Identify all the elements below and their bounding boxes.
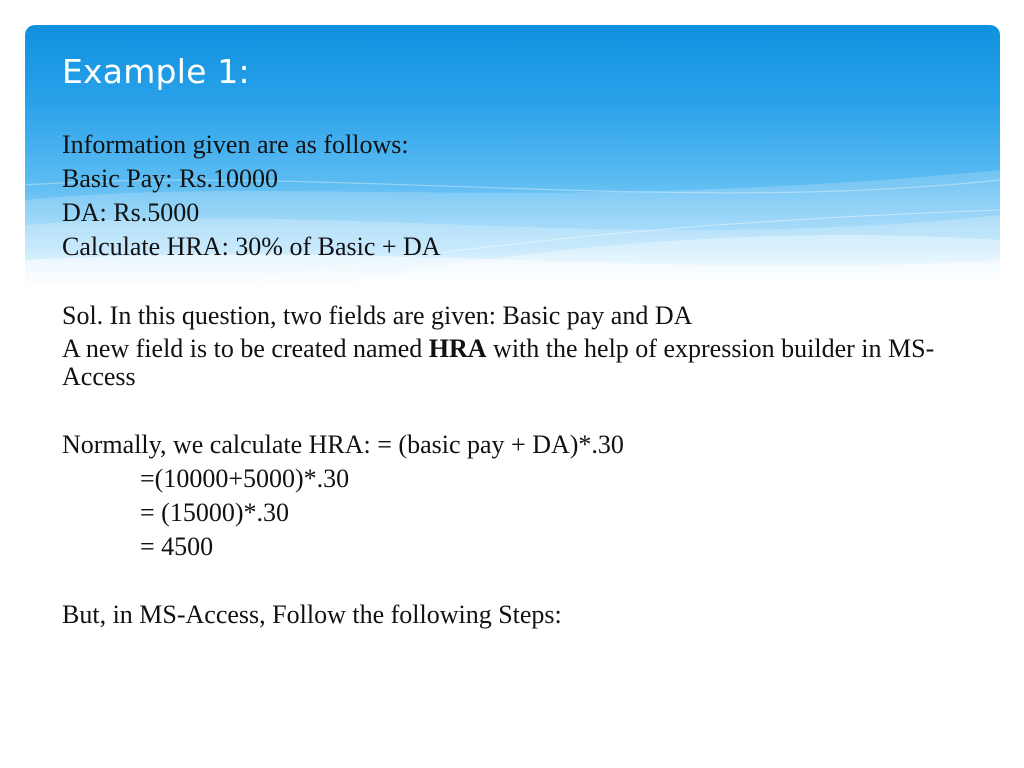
normal-calculation-line: Normally, we calculate HRA: = (basic pay + DA)*.30: [62, 430, 624, 459]
new-field-text-end: with the help of expression builder in MS-Access: [62, 334, 935, 391]
calculate-hra-line: Calculate HRA: 30% of Basic + DA: [62, 232, 441, 261]
calculation-result: = 4500: [140, 532, 214, 561]
calculation-step-1: =(10000+5000)*.30: [140, 464, 350, 493]
info-heading: Information given are as follows:: [62, 130, 409, 159]
solution-line: Sol. In this question, two fields are given: Basic pay and DA: [62, 301, 693, 330]
hra-keyword: HRA: [428, 334, 487, 363]
new-field-paragraph: [62, 335, 972, 391]
new-field-text-start: A new field is to be created named: [62, 334, 429, 363]
da-line: DA: Rs.5000: [62, 198, 200, 227]
calculation-step-2: = (15000)*.30: [140, 498, 289, 527]
ms-access-steps-line: But, in MS-Access, Follow the following Steps:: [62, 600, 562, 629]
basic-pay-line: Basic Pay: Rs.10000: [62, 164, 278, 193]
slide-title: Example 1:: [62, 52, 250, 91]
